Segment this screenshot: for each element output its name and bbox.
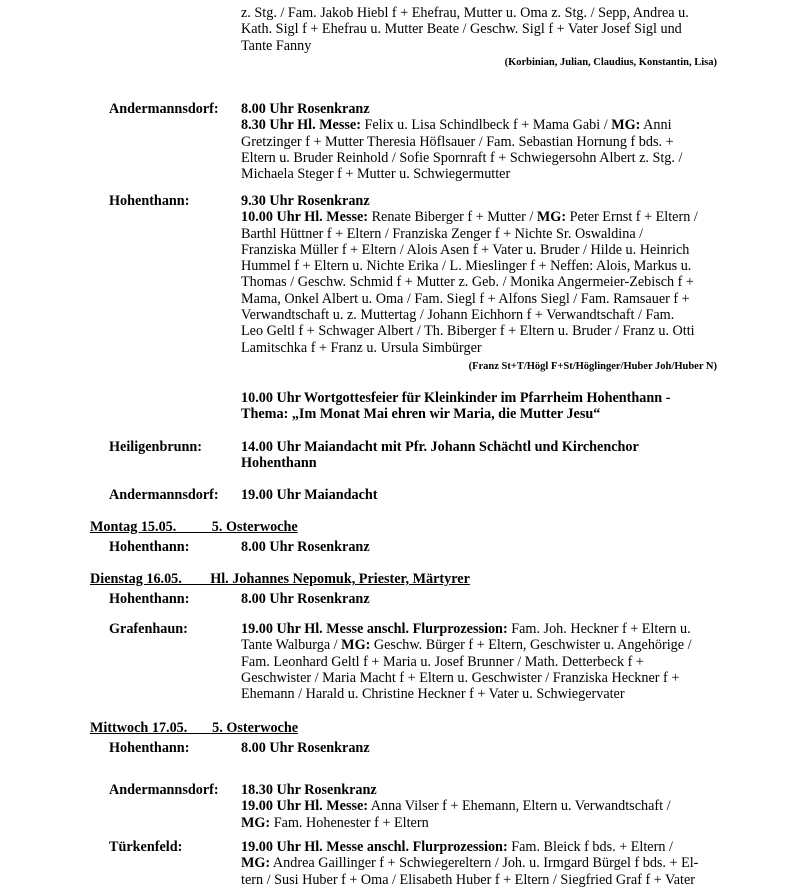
mass-line <box>241 798 717 814</box>
mass-line: Mama, Onkel Albert u. Oma / Fam. Siegl f + Alfons Siegl / Fam. Ramsauer f + <box>241 290 690 307</box>
mg-label: MG: <box>611 117 641 134</box>
mg-label: MG: <box>241 855 271 872</box>
rosary-line: 18.30 Uhr Rosenkranz <box>241 782 377 798</box>
mass-line: Hummel f + Eltern u. Nichte Erika / L. Mieslinger f + Neffen: Alois, Markus u. <box>241 258 692 275</box>
mass-label: 10.00 Uhr Hl. Messe: <box>241 209 369 226</box>
place-hohenthann: Hohenthann: <box>109 740 190 756</box>
mittwoch-tuerkenfeld-block <box>241 839 717 888</box>
day-heading-dienstag: Dienstag 16.05. Hl. Johannes Nepomuk, Priester, Märtyrer <box>90 571 470 587</box>
montag-block <box>241 539 717 555</box>
rosary-line: 8.00 Uhr Rosenkranz <box>241 740 370 756</box>
intro-line: Kath. Sigl f + Ehefrau u. Mutter Beate / Geschw. Sigl f + Vater Josef Sigl und <box>241 21 682 38</box>
andermannsdorf-maiandacht <box>241 487 717 503</box>
mittwoch-andermannsdorf-block <box>241 782 717 831</box>
place-andermannsdorf: Andermannsdorf: <box>109 487 219 503</box>
wgf-line: 10.00 Uhr Wortgottesfeier für Kleinkinder im Pfarrheim Hohenthann - <box>241 390 671 406</box>
mg-label: MG: <box>341 637 371 654</box>
andermannsdorf-sunday-block <box>241 101 717 182</box>
mg-label: MG: <box>536 209 567 226</box>
mass-line <box>241 839 717 855</box>
mass-text: Fam. Joh. Heckner f + Eltern u. <box>511 621 691 637</box>
mass-text: Tante Walburga / <box>241 637 338 654</box>
intro-block <box>241 5 717 54</box>
mass-line <box>241 815 717 831</box>
place-heiligenbrunn: Heiligenbrunn: <box>109 439 203 455</box>
dienstag-grafenhaun-block <box>241 621 717 702</box>
place-andermannsdorf: Andermannsdorf: <box>109 782 219 798</box>
mass-text: Renate Biberger f + Mutter / <box>371 209 534 226</box>
ministrant-note: (Franz St+T/Högl F+St/Höglinger/Huber Joh/Huber N) <box>468 361 717 372</box>
place-grafenhaun: Grafenhaun: <box>109 621 188 637</box>
mass-text: Peter Ernst f + Eltern / <box>569 209 698 226</box>
mg-label: MG: <box>241 814 271 831</box>
wgf-line: Thema: „Im Monat Mai ehren wir Maria, die Mutter Jesu“ <box>241 406 601 423</box>
place-andermannsdorf: Andermannsdorf: <box>109 101 219 117</box>
mass-label: 19.00 Uhr Hl. Messe anschl. Flurprozession: <box>241 839 508 855</box>
wortgottesfeier-block <box>241 390 717 423</box>
place-hohenthann: Hohenthann: <box>109 591 190 607</box>
mass-line: Thomas / Geschw. Schmid f + Mutter z. Geb. / Monika Angermeier-Zebisch f + <box>241 274 694 291</box>
mass-line: Verwandtschaft u. z. Muttertag / Johann Eichhorn f + Verwandtschaft / Fam. <box>241 307 675 324</box>
place-tuerkenfeld: Türkenfeld: <box>109 839 183 855</box>
mass-line <box>241 855 717 871</box>
intro-note: (Korbinian, Julian, Claudius, Konstantin, Lisa) <box>504 57 717 68</box>
mass-text: Andrea Gaillinger f + Schwiegereltern / Joh. u. Irmgard Bürgel f bds. + El- <box>272 855 699 872</box>
mass-label: 19.00 Uhr Hl. Messe: <box>241 798 369 815</box>
mass-line: Franziska Müller f + Eltern / Alois Asen f + Vater u. Bruder / Hilde u. Heinrich <box>241 241 690 258</box>
rosary-line: 9.30 Uhr Rosenkranz <box>241 193 370 209</box>
mass-text: Fam. Bleick f bds. + Eltern / <box>511 839 673 855</box>
mass-line: tern / Susi Huber f + Oma / Elisabeth Huber f + Eltern / Siegfried Graf f + Vater <box>241 871 695 888</box>
mass-text: Felix u. Lisa Schindlbeck f + Mama Gabi / <box>364 117 608 134</box>
mass-label: 8.30 Uhr Hl. Messe: <box>241 117 361 134</box>
mass-line: Gretzinger f + Mutter Theresia Höflsauer / Fam. Sebastian Hornung f bds. + <box>241 133 674 150</box>
mass-line <box>241 637 717 653</box>
mass-line: Michaela Steger f + Mutter u. Schwiegermutter <box>241 166 511 183</box>
rosary-line: 8.00 Uhr Rosenkranz <box>241 591 370 607</box>
mass-label: 19.00 Uhr Hl. Messe anschl. Flurprozession: <box>241 621 508 637</box>
rosary-line: 8.00 Uhr Rosenkranz <box>241 101 370 117</box>
day-heading-montag: Montag 15.05. 5. Osterwoche <box>90 519 298 535</box>
place-hohenthann: Hohenthann: <box>109 193 190 209</box>
maiandacht-line: Hohenthann <box>241 455 317 472</box>
mass-line: Eltern u. Bruder Reinhold / Sofie Spornraft f + Schwiegersohn Albert z. Stg. / <box>241 149 683 166</box>
mass-text: Geschw. Bürger f + Eltern, Geschwister u. Angehörige / <box>373 637 692 654</box>
maiandacht-line: 14.00 Uhr Maiandacht mit Pfr. Johann Schächtl und Kirchenchor <box>241 439 639 455</box>
day-heading-mittwoch: Mittwoch 17.05. 5. Osterwoche <box>90 720 299 736</box>
mass-line <box>241 117 717 133</box>
dienstag-hohenthann-block <box>241 591 717 607</box>
place-hohenthann: Hohenthann: <box>109 539 190 555</box>
mass-line: Fam. Leonhard Geltl f + Maria u. Josef Brunner / Math. Detterbeck f + <box>241 653 644 670</box>
hohenthann-sunday-block <box>241 193 717 356</box>
rosary-line: 8.00 Uhr Rosenkranz <box>241 539 370 555</box>
mass-line: Lamitschka f + Franz u. Ursula Simbürger <box>241 339 482 356</box>
mass-line: Barthl Hüttner f + Eltern / Franziska Zenger f + Nichte Sr. Oswaldina / <box>241 225 644 242</box>
mass-text: Anna Vilser f + Ehemann, Eltern u. Verwandtschaft / <box>370 798 671 815</box>
mass-line: Geschwister / Maria Macht f + Eltern u. Geschwister / Franziska Heckner f + <box>241 669 680 686</box>
mass-line: Ehemann / Harald u. Christine Heckner f + Vater u. Schwiegervater <box>241 686 625 703</box>
mass-line <box>241 621 717 637</box>
mass-text: Anni <box>643 117 672 134</box>
heiligenbrunn-block <box>241 439 717 472</box>
intro-line: z. Stg. / Fam. Jakob Hiebl f + Ehefrau, Mutter u. Oma z. Stg. / Sepp, Andrea u. <box>241 5 689 21</box>
maiandacht-line: 19.00 Uhr Maiandacht <box>241 487 378 503</box>
mass-line: Leo Geltl f + Schwager Albert / Th. Biberger f + Eltern u. Bruder / Franz u. Otti <box>241 323 695 340</box>
intro-line: Tante Fanny <box>241 37 312 54</box>
mittwoch-hohenthann-block <box>241 740 717 756</box>
mass-text: Fam. Hohenester f + Eltern <box>273 814 429 831</box>
mass-line <box>241 209 717 225</box>
